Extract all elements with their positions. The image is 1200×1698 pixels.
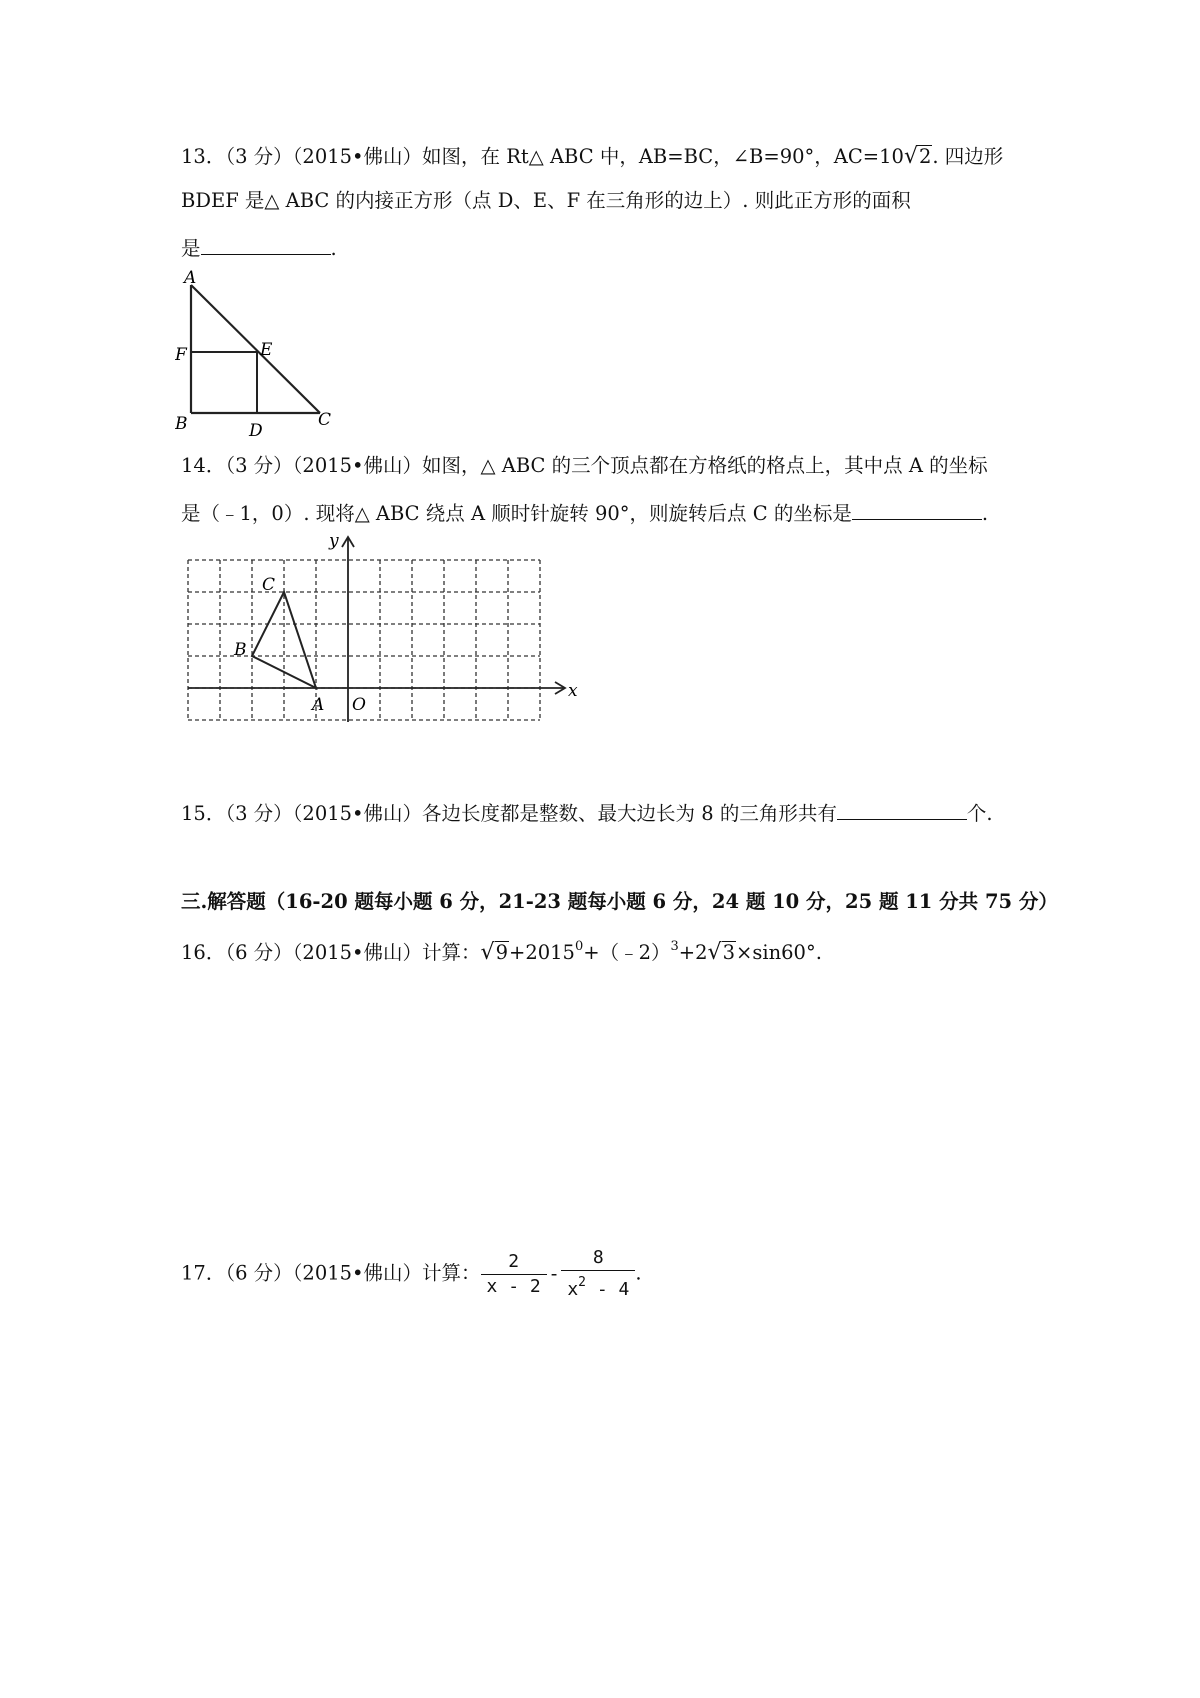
label-b: B <box>234 640 247 660</box>
sqrt-3: √3 <box>707 940 735 965</box>
label-b: B <box>175 414 188 434</box>
label-c: C <box>262 575 276 595</box>
label-a: A <box>312 695 325 715</box>
q17-line: 17．（6 分）（2015•佛山）计算： $\frac{2}{x - 2}$ - $\frac{8}{x^2 - 4}$ . <box>181 1247 642 1300</box>
side-ac <box>191 285 320 413</box>
section-heading: 三.解答题（16-20 题每小题 6 分，21-23 题每小题 6 分，24 题 10 分，25 题 11 分共 75 分） <box>181 890 1058 913</box>
q13-text-1: 13．（3 分）（2015•佛山）如图，在 Rt△ ABC 中，AB=BC，∠B=90°，AC=10 <box>181 145 904 168</box>
x-axis <box>188 682 565 694</box>
label-e: E <box>260 340 273 360</box>
label-x: x <box>568 681 578 701</box>
q14-line1: 14．（3 分）（2015•佛山）如图，△ ABC 的三个顶点都在方格纸的格点上，其中点 A 的坐标 <box>181 454 988 477</box>
q13-line2: BDEF 是△ ABC 的内接正方形（点 D、E、F 在三角形的边上）. 则此正方形的面积 <box>181 189 911 212</box>
q14-figure <box>180 532 580 787</box>
q16-line: 16．（6 分）（2015•佛山）计算：$√9+2015^0+(﹣2)^3+2√3\times\sin 60^\circ$. <box>181 939 822 965</box>
label-a: A <box>184 268 197 288</box>
sqrt-9: √9 <box>480 940 508 965</box>
label-c: C <box>318 410 332 430</box>
label-d: D <box>249 421 263 440</box>
q13-figure <box>175 265 345 440</box>
label-f: F <box>175 345 187 365</box>
answer-blank-13[interactable] <box>201 232 331 255</box>
q13-line1: 13．（3 分）（2015•佛山）如图，在 Rt△ ABC 中，AB=BC，∠B=90°，AC=10√2. 四边形 <box>181 144 1004 169</box>
fraction-1: $\frac{2}{x - 2}$ <box>481 1250 547 1299</box>
q14-line2: 是（﹣1，0）. 现将△ ABC 绕点 A 顺时针旋转 90°，则旋转后点 C 的坐标是 . <box>181 497 988 528</box>
fraction-2: $\frac{8}{x^2 - 4}$ <box>561 1246 635 1302</box>
label-o: O <box>352 695 366 715</box>
q13-line3: 是 . <box>181 232 337 263</box>
sqrt-2: √2 <box>903 144 932 169</box>
label-y: y <box>329 532 339 551</box>
q15-line: 15．（3 分）（2015•佛山）各边长度都是整数、最大边长为 8 的三角形共有 个. <box>181 797 993 828</box>
answer-blank-15[interactable] <box>837 797 967 820</box>
answer-blank-14[interactable] <box>852 497 982 520</box>
